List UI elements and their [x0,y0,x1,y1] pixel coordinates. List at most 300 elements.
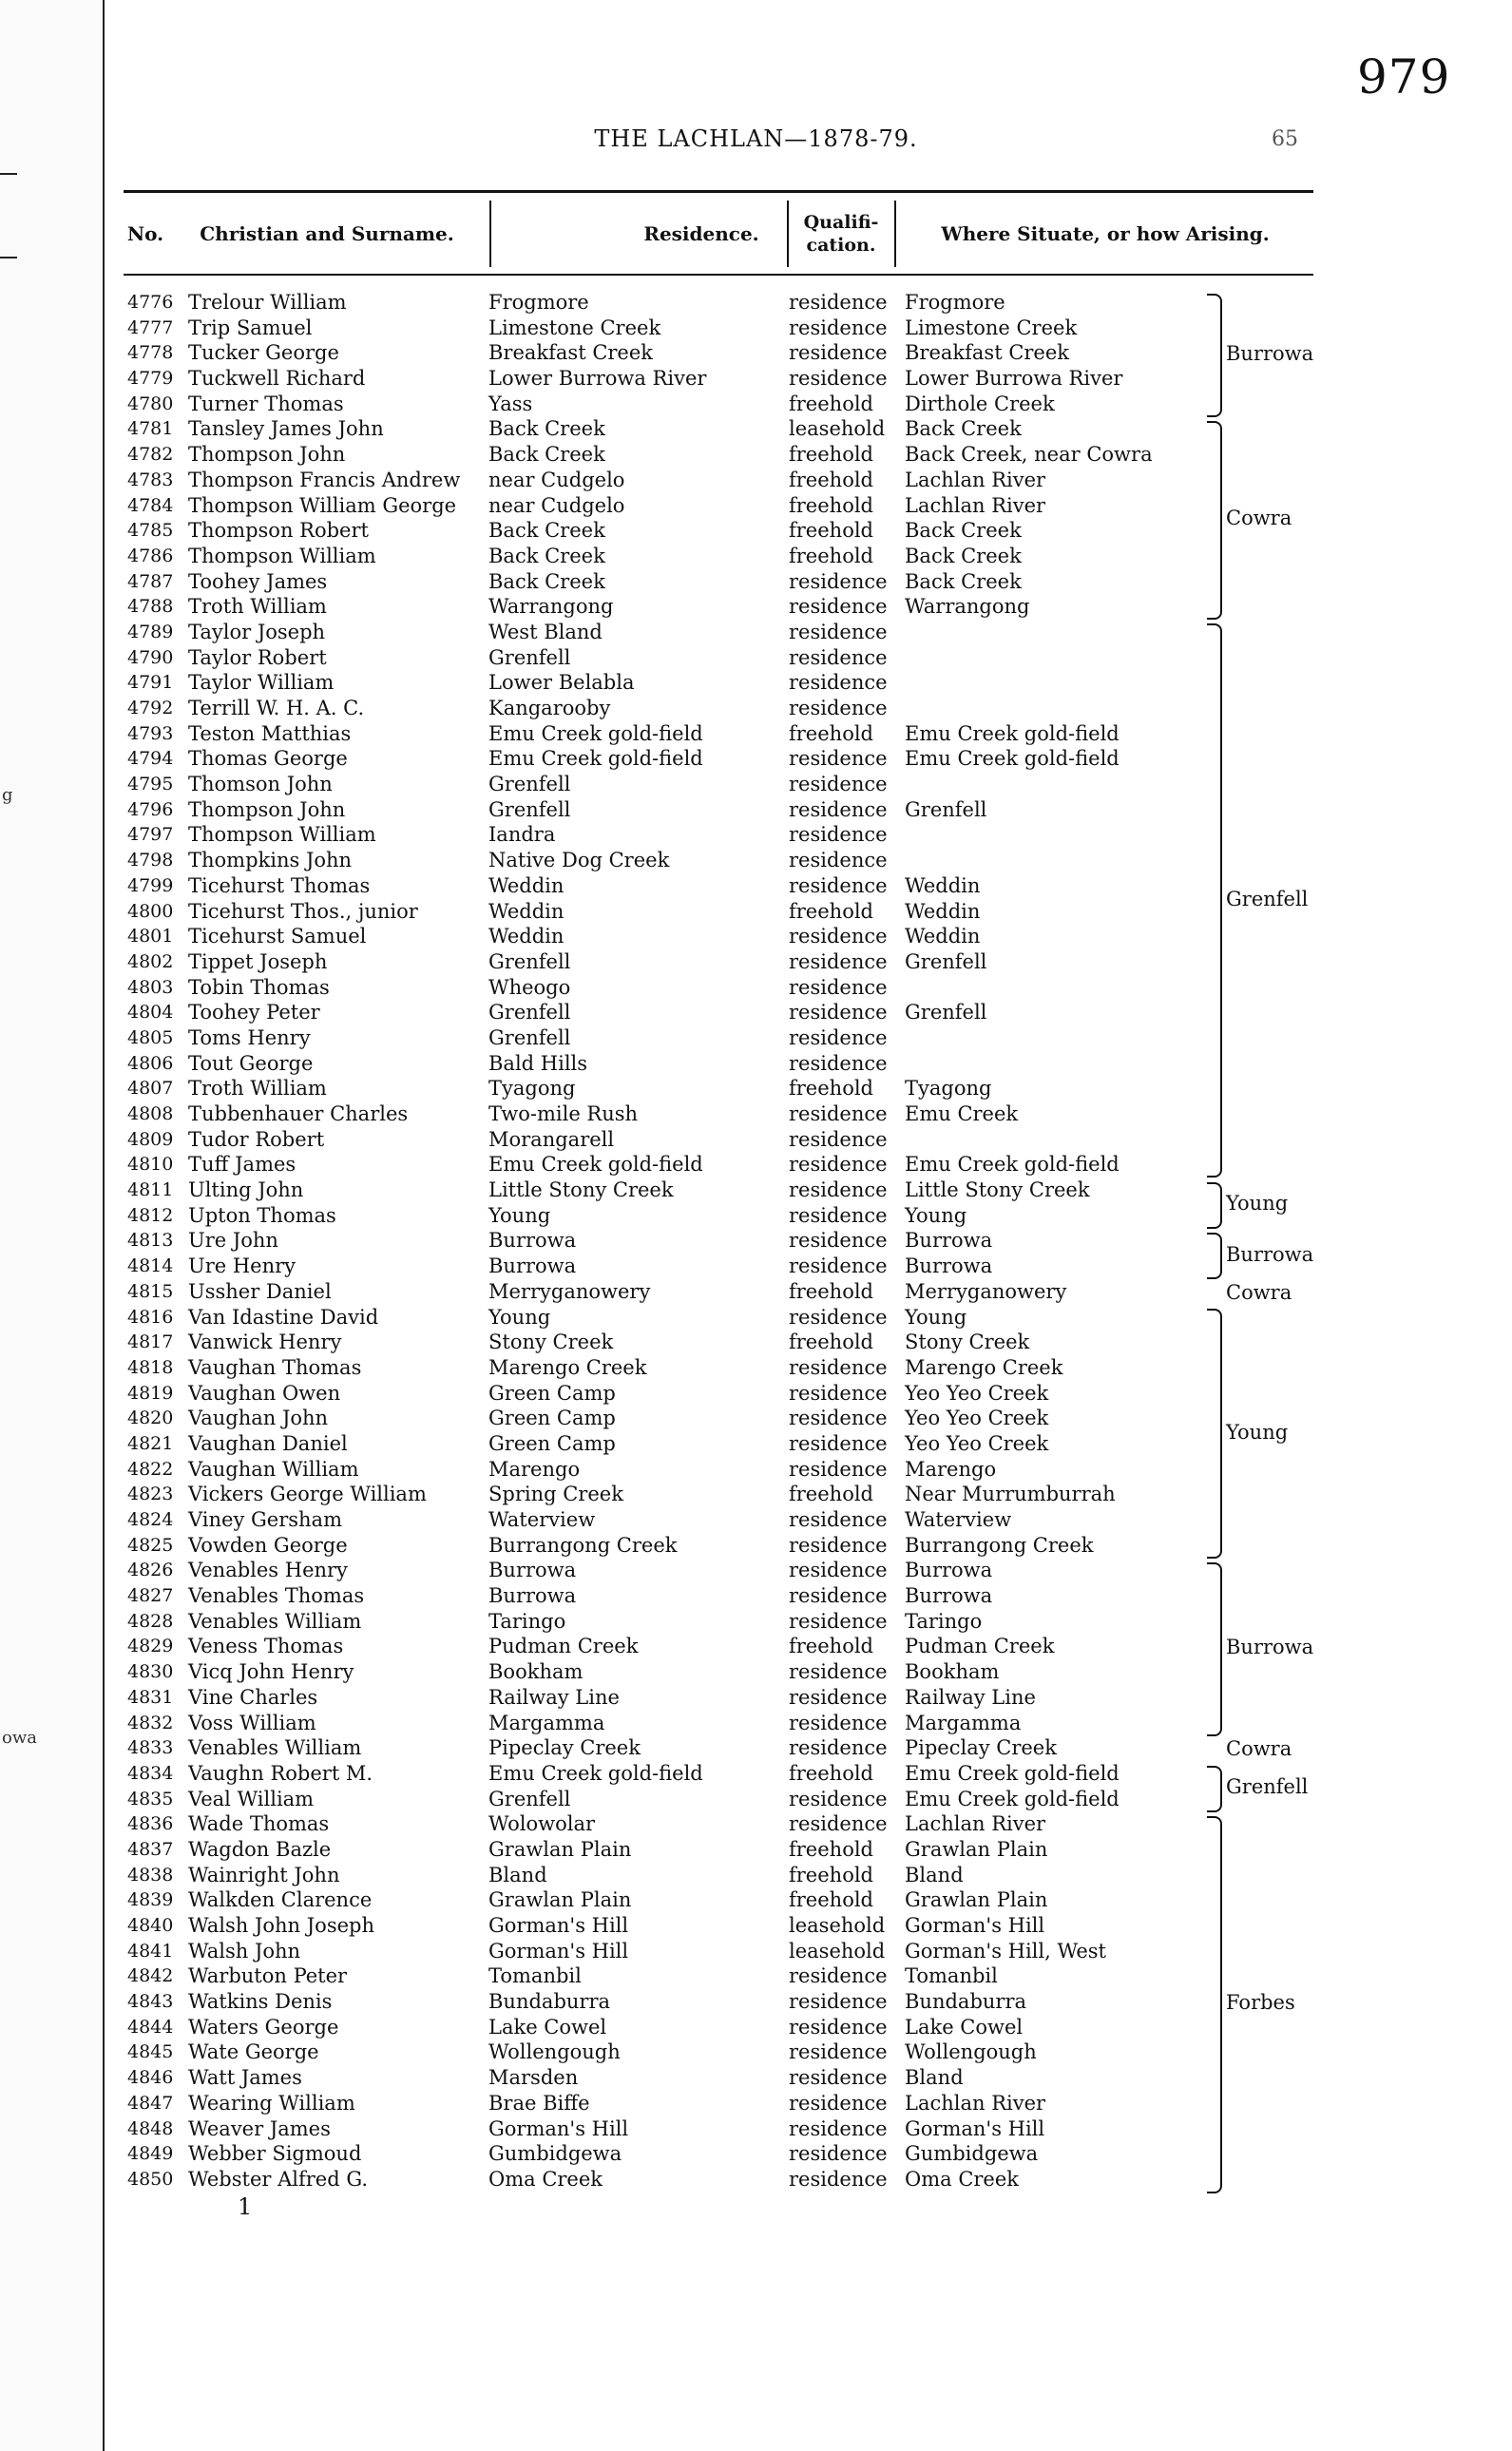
table-row [0,1963,1512,1989]
cell-where: Lower Burrowa River [905,367,1123,391]
cell-residence: Weddin [488,925,565,948]
cell-residence: Grenfell [488,645,571,669]
cell-qual: residence [789,1559,888,1582]
header-where: Where Situate, or how Arising. [941,221,1270,245]
cell-name: Toms Henry [188,1025,311,1049]
table-row [0,772,1512,797]
table-row [0,468,1512,493]
cell-name: Thompson Robert [188,519,369,543]
cell-name: Troth William [188,1077,327,1101]
cell-qual: residence [789,1025,888,1049]
cell-no: 4796 [127,798,174,820]
cell-qual: residence [789,367,888,391]
table-row [0,1711,1512,1736]
table-row [0,416,1512,442]
cell-name: Webber Sigmoud [188,2142,362,2166]
table-row [0,721,1512,747]
cell-residence: Grenfell [488,1025,571,1049]
cell-where: Young [905,1305,967,1329]
cell-no: 4815 [127,1280,174,1302]
cell-no: 4845 [127,2041,174,2063]
table-row [0,2167,1512,2192]
cell-qual: residence [789,2167,888,2191]
header-no: No. [126,221,164,245]
cell-name: Thompson John [188,443,346,467]
cell-residence: Two-mile Rush [488,1102,639,1125]
region-label: Cowra [1226,1737,1292,1761]
cell-no: 4828 [127,1610,174,1632]
cell-no: 4806 [127,1052,174,1074]
cell-residence: Wheogo [488,975,571,999]
cell-qual: freehold [789,1331,873,1354]
cell-no: 4812 [127,1204,174,1226]
cell-qual: leasehold [789,1939,886,1963]
cell-qual: residence [789,2066,888,2090]
cell-qual: freehold [789,721,873,745]
cell-no: 4792 [127,698,174,718]
cell-where: Lake Cowel [905,2015,1024,2039]
cell-residence: Merryganowery [488,1279,651,1303]
table-row [0,1101,1512,1127]
region-label: Burrowa [1226,341,1314,365]
cell-residence: Back Creek [488,544,605,567]
cell-residence: Tomanbil [488,1964,582,1988]
table-row [0,594,1512,620]
cell-residence: Bald Hills [488,1051,588,1075]
region-label: Forbes [1226,1991,1295,2015]
cell-name: Thompson William [188,544,376,567]
region-brace [1207,623,1222,1178]
table-row [0,1330,1512,1355]
cell-name: Troth William [188,595,327,619]
region-label: Burrowa [1226,1242,1314,1266]
cell-where: Waterview [905,1508,1012,1531]
header-separator [489,201,491,267]
cell-name: Tubbenhauer Charles [188,1102,409,1125]
cell-qual: residence [789,1254,888,1278]
cell-where: Grenfell [905,1001,987,1024]
cell-name: Wearing William [188,2091,355,2115]
table-row [0,366,1512,392]
region-brace [1207,421,1222,621]
table-row [0,949,1512,975]
cell-residence: Burrowa [488,1254,577,1278]
cell-qual: residence [789,1508,888,1531]
cell-residence: Weddin [488,873,565,897]
cell-where: Emu Creek gold-field [905,747,1120,771]
cell-where: Bland [905,2066,964,2090]
table-row [0,2116,1512,2142]
header-name: Christian and Surname. [200,221,454,245]
cell-name: Veness Thomas [188,1635,344,1658]
cell-no: 4791 [127,672,174,694]
cell-qual: residence [789,316,888,339]
cell-where: Lachlan River [905,493,1046,517]
cell-name: Tudor Robert [188,1127,325,1151]
cell-where: Pipeclay Creek [905,1736,1057,1760]
table-row [0,645,1512,671]
cell-name: Wainright John [188,1863,340,1886]
cell-no: 4816 [127,1306,174,1328]
cell-qual: freehold [789,1635,873,1658]
cell-residence: Stony Creek [488,1331,614,1354]
cell-where: Yeo Yeo Creek [905,1431,1049,1455]
cell-no: 4797 [127,824,174,846]
cell-residence: Taringo [488,1609,566,1633]
table-row [0,1533,1512,1559]
cell-where: Gorman's Hill [905,1914,1045,1937]
cell-qual: residence [789,797,888,821]
cell-residence: Grenfell [488,773,571,796]
cell-where: Lachlan River [905,2091,1046,2115]
cell-residence: Wolowolar [488,1812,596,1836]
cell-no: 4850 [127,2168,174,2190]
cell-no: 4840 [127,1915,174,1936]
cell-no: 4800 [127,900,174,922]
cell-residence: Grenfell [488,1001,571,1024]
cell-residence: Little Stony Creek [488,1178,674,1202]
cell-no: 4835 [127,1788,174,1810]
cell-no: 4844 [127,2016,174,2038]
cell-residence: Lake Cowel [488,2015,607,2039]
cell-name: Webster Alfred G. [188,2167,369,2191]
cell-name: Wagdon Bazle [188,1837,332,1861]
cell-no: 4802 [127,950,174,972]
cell-no: 4777 [127,316,174,338]
cell-name: Ussher Daniel [188,1279,332,1303]
cell-no: 4799 [127,874,174,896]
cell-residence: Green Camp [488,1431,616,1455]
table-row [0,1863,1512,1888]
cell-qual: residence [789,2040,888,2064]
cell-qual: leasehold [789,1914,886,1937]
cell-residence: Gumbidgewa [488,2142,622,2166]
cell-where: Grenfell [905,949,987,973]
cell-residence: Grawlan Plain [488,1837,632,1861]
cell-residence: Railway Line [488,1685,620,1709]
table-row [0,1457,1512,1483]
cell-where: Yeo Yeo Creek [905,1407,1049,1430]
cell-no: 4776 [127,292,174,313]
cell-no: 4843 [127,1991,174,2013]
table-row [0,569,1512,595]
cell-name: Vaughan Owen [188,1381,341,1405]
region-brace [1207,1182,1222,1229]
cell-name: Ure Henry [188,1254,297,1278]
cell-no: 4805 [127,1026,174,1048]
cell-qual: residence [789,1127,888,1151]
cell-qual: residence [789,2142,888,2166]
cell-residence: Burrowa [488,1584,577,1608]
strip-fragment: g [2,785,13,805]
cell-residence: Warrangong [488,595,614,619]
table-row [0,1355,1512,1381]
cell-name: Toohey Peter [188,1001,320,1024]
cell-no: 4778 [127,342,174,364]
cell-name: Vaughn Robert M. [188,1761,373,1785]
cell-where: Back Creek [905,417,1022,441]
cell-name: Turner Thomas [188,392,344,415]
table-row [0,2015,1512,2040]
cell-qual: residence [789,1812,888,1836]
cell-where: Frogmore [905,291,1005,314]
table-row [0,290,1512,316]
cell-no: 4794 [127,748,174,770]
cell-residence: Emu Creek gold-field [488,747,703,771]
cell-no: 4836 [127,1813,174,1835]
strip-rule [0,173,17,175]
cell-where: Lachlan River [905,468,1046,491]
cell-where: Oma Creek [905,2167,1020,2191]
cell-no: 4834 [127,1762,174,1784]
cell-no: 4818 [127,1356,174,1378]
cell-no: 4784 [127,494,174,516]
cell-no: 4842 [127,1965,174,1987]
region-label: Grenfell [1226,1775,1309,1799]
cell-name: Wade Thomas [188,1812,330,1836]
cell-where: Back Creek [905,569,1022,593]
cell-name: Ticehurst Samuel [188,925,367,948]
cell-residence: Breakfast Creek [488,341,654,365]
cell-residence: Young [488,1305,551,1329]
cell-residence: Burrowa [488,1559,577,1582]
cell-qual: residence [789,1787,888,1810]
cell-qual: freehold [789,1077,873,1101]
cell-residence: Marengo [488,1457,581,1481]
cell-qual: residence [789,2116,888,2140]
cell-no: 4808 [127,1103,174,1124]
cell-residence: Lower Burrowa River [488,367,707,391]
cell-where: Burrowa [905,1254,993,1278]
cell-no: 4809 [127,1128,174,1150]
folio: 65 [1272,127,1298,151]
cell-residence: Emu Creek gold-field [488,1761,703,1785]
cell-name: Tansley James John [188,417,384,441]
cell-name: Tout George [188,1051,314,1075]
cell-residence: West Bland [488,620,603,643]
cell-no: 4789 [127,621,174,642]
cell-name: Thompson John [188,797,346,821]
table-row [0,1000,1512,1025]
strip-rule [0,257,17,259]
cell-no: 4790 [127,646,174,668]
cell-name: Vaughan Daniel [188,1431,348,1455]
cell-qual: residence [789,1685,888,1709]
cell-name: Thomson John [188,773,333,796]
cell-residence: near Cudgelo [488,493,625,517]
cell-residence: Limestone Creek [488,316,661,339]
cell-name: Thompson William [188,823,376,847]
region-label: Cowra [1226,507,1292,530]
cell-where: Back Creek, near Cowra [905,443,1153,467]
table-row [0,544,1512,569]
cell-qual: residence [789,595,888,619]
cell-no: 4781 [127,418,174,440]
table-row [0,1305,1512,1331]
cell-residence: Grawlan Plain [488,1888,632,1912]
cell-no: 4785 [127,520,174,542]
cell-residence: Margamma [488,1711,605,1734]
cell-qual: residence [789,949,888,973]
region-brace [1207,1309,1222,1559]
cell-residence: Pipeclay Creek [488,1736,641,1760]
strip-fragment: owa [2,1728,37,1748]
table-row [0,2065,1512,2091]
cell-no: 4807 [127,1078,174,1100]
cell-name: Tucker George [188,341,339,365]
page-number: 979 [1357,49,1451,105]
cell-qual: freehold [789,1863,873,1886]
cell-qual: residence [789,975,888,999]
cell-qual: residence [789,1990,888,2014]
cell-where: Lachlan River [905,1812,1046,1836]
cell-name: Voss William [188,1711,316,1734]
cell-residence: Back Creek [488,417,605,441]
cell-residence: Yass [488,392,533,415]
cell-name: Taylor William [188,671,335,695]
table-row [0,1609,1512,1635]
cell-name: Waters George [188,2015,339,2039]
cell-where: Grawlan Plain [905,1837,1048,1861]
cell-name: Walsh John [188,1939,301,1963]
cell-name: Vaughan Thomas [188,1355,362,1379]
cell-residence: Emu Creek gold-field [488,721,703,745]
region-label: Young [1226,1192,1289,1216]
cell-qual: freehold [789,1837,873,1861]
cell-residence: Waterview [488,1508,596,1531]
cell-residence: Weddin [488,899,565,923]
cell-qual: residence [789,747,888,771]
cell-name: Vicq John Henry [188,1660,354,1684]
cell-name: Tuckwell Richard [188,367,366,391]
cell-no: 4786 [127,545,174,566]
table-header [124,190,1313,276]
cell-residence: near Cudgelo [488,468,625,491]
region-brace [1207,1233,1222,1279]
region-label: Cowra [1226,1280,1292,1304]
cell-where: Near Murrumburrah [905,1483,1116,1506]
cell-no: 4823 [127,1484,174,1505]
cell-no: 4803 [127,976,174,998]
table-row [0,316,1512,341]
cell-residence: Grenfell [488,797,571,821]
cell-qual: freehold [789,1279,873,1303]
cell-qual: freehold [789,443,873,467]
cell-name: Ticehurst Thomas [188,873,371,897]
cell-qual: freehold [789,392,873,415]
cell-name: Wate George [188,2040,319,2064]
cell-no: 4847 [127,2092,174,2114]
cell-no: 4817 [127,1331,174,1353]
cell-qual: residence [789,1711,888,1734]
cell-residence: Burrangong Creek [488,1533,678,1557]
table-row [0,2091,1512,2116]
cell-where: Grawlan Plain [905,1888,1048,1912]
table-row [0,1051,1512,1077]
cell-where: Bland [905,1863,964,1886]
cell-residence: Kangarooby [488,697,611,719]
cell-name: Vaughan John [188,1407,329,1430]
cell-qual: residence [789,2015,888,2039]
cell-qual: residence [789,1381,888,1405]
cell-where: Little Stony Creek [905,1178,1090,1202]
cell-where: Burrowa [905,1584,993,1608]
cell-qual: freehold [789,1761,873,1785]
cell-qual: residence [789,1431,888,1455]
cell-no: 4787 [127,570,174,592]
region-label: Burrowa [1226,1636,1314,1659]
cell-where: Emu Creek [905,1102,1019,1125]
cell-residence: Emu Creek gold-field [488,1153,703,1177]
cell-qual: residence [789,1153,888,1177]
cell-residence: Back Creek [488,569,605,593]
cell-no: 4830 [127,1661,174,1683]
table-row [0,746,1512,772]
cell-residence: Green Camp [488,1407,616,1430]
cell-residence: Back Creek [488,519,605,543]
cell-name: Ure John [188,1229,278,1253]
cell-residence: Lower Belabla [488,671,635,695]
cell-qual: residence [789,620,888,643]
table-row [0,620,1512,645]
cell-where: Margamma [905,1711,1022,1734]
cell-where: Weddin [905,899,981,923]
cell-residence: Young [488,1203,551,1227]
cell-no: 4838 [127,1864,174,1886]
cell-qual: residence [789,671,888,695]
cell-where: Burrowa [905,1229,993,1253]
cell-residence: Morangarell [488,1127,615,1151]
cell-name: Upton Thomas [188,1203,336,1227]
cell-residence: Grenfell [488,1787,571,1810]
cell-qual: residence [789,569,888,593]
cell-where: Bundaburra [905,1990,1027,2014]
cell-where: Tomanbil [905,1964,998,1988]
cell-name: Viney Gersham [188,1508,342,1531]
table-row [0,822,1512,848]
cell-name: Tuff James [188,1153,297,1177]
cell-qual: residence [789,1584,888,1608]
cell-no: 4795 [127,774,174,795]
table-row [0,1659,1512,1685]
cell-where: Limestone Creek [905,316,1078,339]
cell-name: Thomas George [188,747,348,771]
cell-residence: Tyagong [488,1077,576,1101]
cell-qual: residence [789,341,888,365]
cell-name: Venables William [188,1736,362,1760]
cell-qual: freehold [789,1888,873,1912]
region-label: Grenfell [1226,887,1309,910]
cell-name: Veal William [188,1787,315,1810]
cell-residence: Gorman's Hill [488,1914,629,1937]
cell-no: 4849 [127,2143,174,2165]
cell-no: 4832 [127,1712,174,1733]
cell-qual: residence [789,1001,888,1024]
table-row [0,797,1512,823]
cell-name: Thompkins John [188,849,353,872]
cell-name: Van Idastine David [188,1305,379,1329]
table-row [0,1482,1512,1507]
cell-no: 4825 [127,1534,174,1556]
cell-no: 4798 [127,850,174,871]
cell-qual: leasehold [789,417,886,441]
cell-qual: residence [789,1660,888,1684]
cell-name: Venables Thomas [188,1584,365,1608]
cell-where: Emu Creek gold-field [905,1787,1120,1810]
cell-qual: residence [789,1355,888,1379]
cell-name: Taylor Robert [188,645,327,669]
cell-no: 4846 [127,2067,174,2089]
